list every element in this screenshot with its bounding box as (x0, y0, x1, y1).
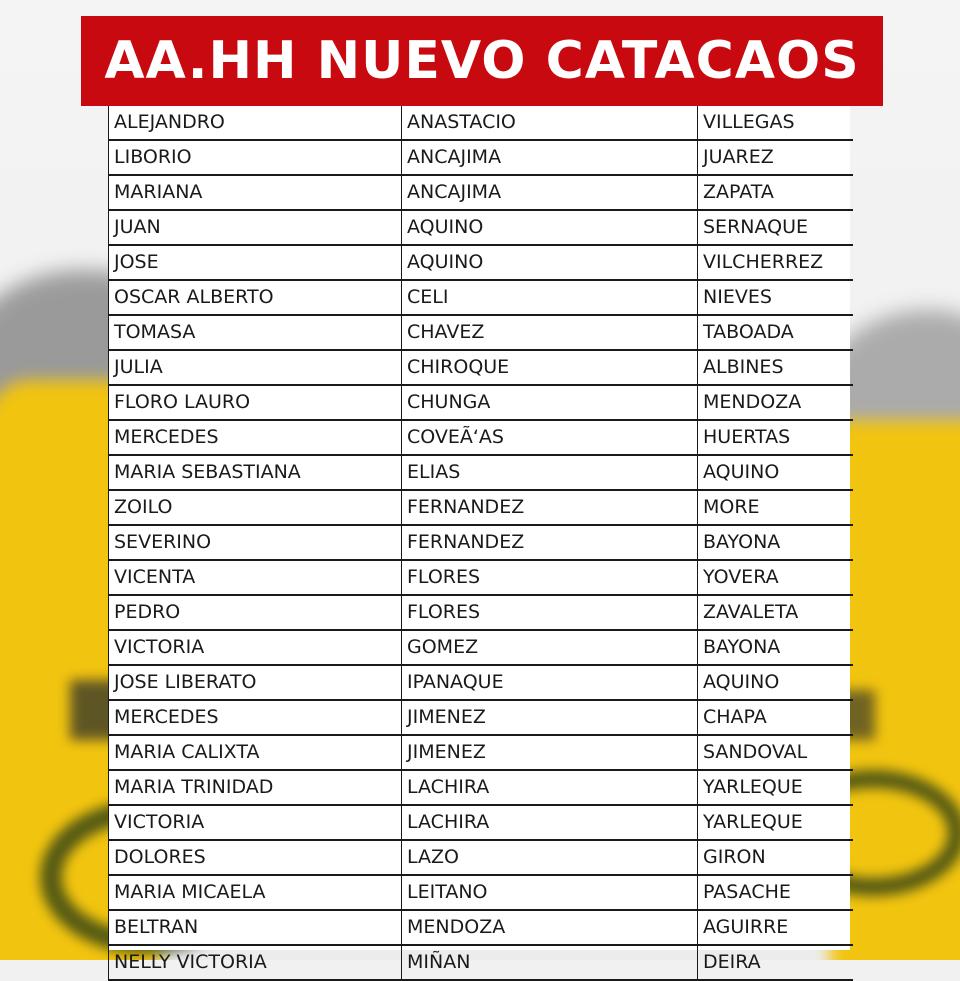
second-surname-cell: SERNAQUE (698, 210, 854, 245)
first-surname-cell: ANCAJIMA (402, 175, 698, 210)
first-name-cell: JOSE (109, 245, 402, 280)
first-surname-cell: CHAVEZ (402, 315, 698, 350)
table-row (109, 945, 854, 980)
first-surname-cell: JIMENEZ (402, 700, 698, 735)
first-surname-cell: ELIAS (402, 455, 698, 490)
first-name-cell: FLORO LAURO (109, 385, 402, 420)
name-table-body (109, 106, 854, 980)
first-surname-cell: LACHIRA (402, 805, 698, 840)
first-name-cell: MERCEDES (109, 420, 402, 455)
table-row (109, 595, 854, 630)
first-name-cell: JUAN (109, 210, 402, 245)
first-name-cell: ZOILO (109, 490, 402, 525)
table-row (109, 106, 854, 140)
second-surname-cell: NIEVES (698, 280, 854, 315)
name-table (108, 106, 853, 981)
first-surname-cell: AQUINO (402, 210, 698, 245)
first-name-cell: BELTRAN (109, 910, 402, 945)
title-banner (81, 16, 883, 106)
first-surname-cell: CHUNGA (402, 385, 698, 420)
table-row (109, 910, 854, 945)
first-name-cell: PEDRO (109, 595, 402, 630)
table-row (109, 175, 854, 210)
first-surname-cell: FLORES (402, 595, 698, 630)
first-name-cell: MARIANA (109, 175, 402, 210)
table-row (109, 455, 854, 490)
table-row (109, 665, 854, 700)
first-name-cell: SEVERINO (109, 525, 402, 560)
first-name-cell: MARIA SEBASTIANA (109, 455, 402, 490)
second-surname-cell: VILCHERREZ (698, 245, 854, 280)
first-name-cell: MARIA MICAELA (109, 875, 402, 910)
first-name-cell: JOSE LIBERATO (109, 665, 402, 700)
first-surname-cell: FERNANDEZ (402, 490, 698, 525)
second-surname-cell: BAYONA (698, 630, 854, 665)
table-row (109, 735, 854, 770)
second-surname-cell: MENDOZA (698, 385, 854, 420)
second-surname-cell: JUAREZ (698, 140, 854, 175)
second-surname-cell: VILLEGAS (698, 106, 854, 140)
first-surname-cell: AQUINO (402, 245, 698, 280)
table-row (109, 315, 854, 350)
first-name-cell: VICTORIA (109, 630, 402, 665)
table-row (109, 840, 854, 875)
table-row (109, 560, 854, 595)
first-surname-cell: IPANAQUE (402, 665, 698, 700)
first-name-cell: DOLORES (109, 840, 402, 875)
page-title: AA.HH NUEVO CATACAOS (104, 31, 860, 91)
second-surname-cell: ZAPATA (698, 175, 854, 210)
first-surname-cell: ANASTACIO (402, 106, 698, 140)
table-row (109, 420, 854, 455)
table-row (109, 210, 854, 245)
first-surname-cell: ANCAJIMA (402, 140, 698, 175)
first-name-cell: MERCEDES (109, 700, 402, 735)
first-name-cell: MARIA CALIXTA (109, 735, 402, 770)
second-surname-cell: AQUINO (698, 665, 854, 700)
table-row (109, 140, 854, 175)
first-surname-cell: GOMEZ (402, 630, 698, 665)
second-surname-cell: HUERTAS (698, 420, 854, 455)
second-surname-cell: TABOADA (698, 315, 854, 350)
table-row (109, 630, 854, 665)
second-surname-cell: AQUINO (698, 455, 854, 490)
first-name-cell: MARIA TRINIDAD (109, 770, 402, 805)
second-surname-cell: AGUIRRE (698, 910, 854, 945)
second-surname-cell: PASACHE (698, 875, 854, 910)
table-row (109, 385, 854, 420)
first-name-cell: TOMASA (109, 315, 402, 350)
second-surname-cell: DEIRA (698, 945, 854, 980)
first-name-cell: NELLY VICTORIA (109, 945, 402, 980)
second-surname-cell: ALBINES (698, 350, 854, 385)
second-surname-cell: ZAVALETA (698, 595, 854, 630)
first-surname-cell: COVEÃ‘AS (402, 420, 698, 455)
second-surname-cell: YOVERA (698, 560, 854, 595)
first-surname-cell: MIÑAN (402, 945, 698, 980)
table-row (109, 770, 854, 805)
second-surname-cell: YARLEQUE (698, 770, 854, 805)
first-name-cell: VICENTA (109, 560, 402, 595)
first-name-cell: ALEJANDRO (109, 106, 402, 140)
first-surname-cell: LAZO (402, 840, 698, 875)
first-name-cell: VICTORIA (109, 805, 402, 840)
second-surname-cell: SANDOVAL (698, 735, 854, 770)
second-surname-cell: YARLEQUE (698, 805, 854, 840)
first-surname-cell: FERNANDEZ (402, 525, 698, 560)
table-row (109, 280, 854, 315)
first-surname-cell: CELI (402, 280, 698, 315)
table-row (109, 700, 854, 735)
first-surname-cell: LACHIRA (402, 770, 698, 805)
first-surname-cell: FLORES (402, 560, 698, 595)
table-row (109, 805, 854, 840)
table-row (109, 350, 854, 385)
table-row (109, 245, 854, 280)
first-surname-cell: JIMENEZ (402, 735, 698, 770)
second-surname-cell: CHAPA (698, 700, 854, 735)
first-name-cell: JULIA (109, 350, 402, 385)
first-surname-cell: LEITANO (402, 875, 698, 910)
second-surname-cell: GIRON (698, 840, 854, 875)
first-surname-cell: MENDOZA (402, 910, 698, 945)
name-list-sheet (108, 106, 850, 973)
first-name-cell: LIBORIO (109, 140, 402, 175)
table-row (109, 490, 854, 525)
first-name-cell: OSCAR ALBERTO (109, 280, 402, 315)
table-row (109, 875, 854, 910)
first-surname-cell: CHIROQUE (402, 350, 698, 385)
table-row (109, 525, 854, 560)
second-surname-cell: MORE (698, 490, 854, 525)
second-surname-cell: BAYONA (698, 525, 854, 560)
